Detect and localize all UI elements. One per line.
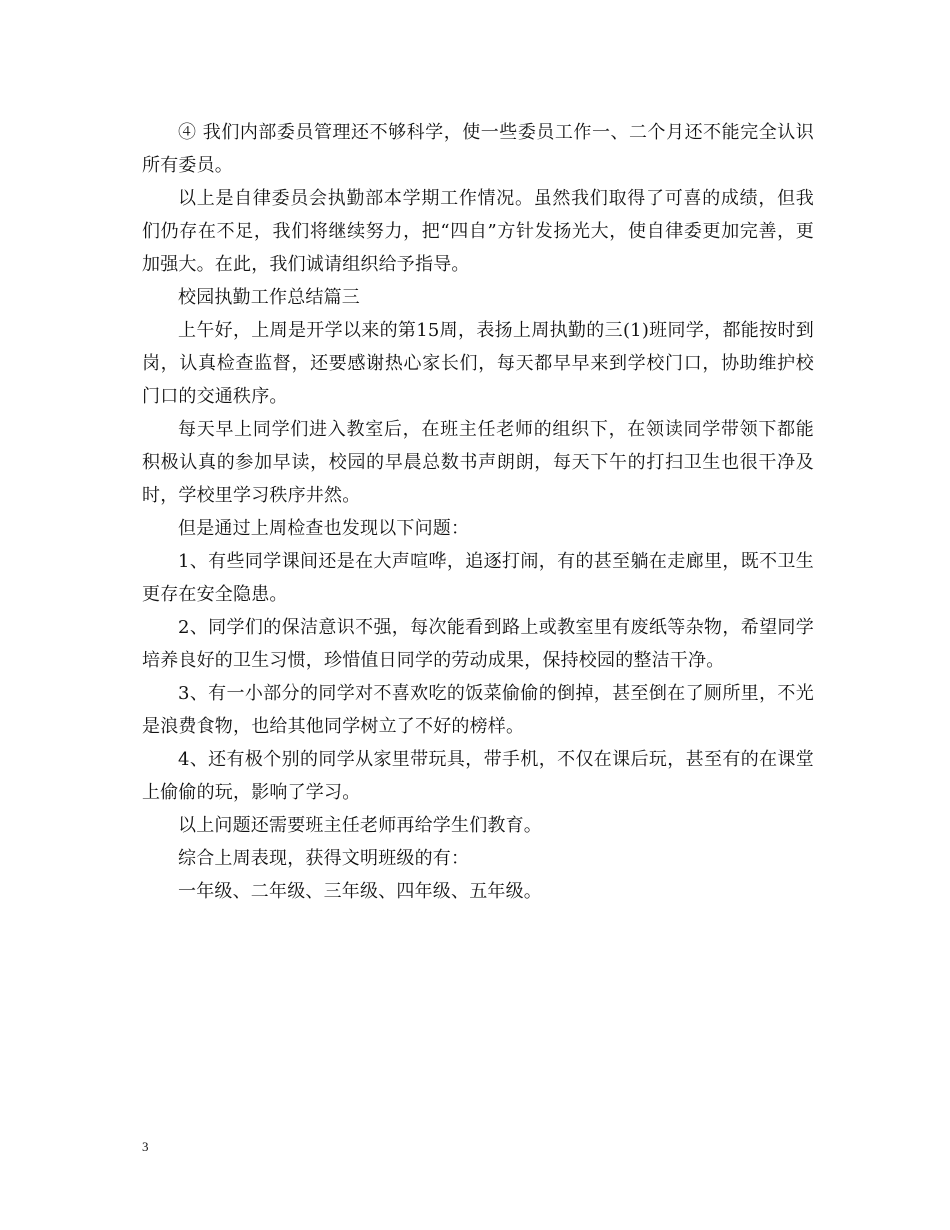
paragraph-committee-management: ④ 我们内部委员管理还不够科学，使一些委员工作一、二个月还不能完全认识所有委员。 bbox=[142, 122, 814, 176]
paragraph-issues-intro: 但是通过上周检查也发现以下问题： bbox=[178, 518, 470, 539]
list-item-issue-2: 2、同学们的保洁意识不强，每次能看到路上或教室里有废纸等杂物，希望同学培养良好的卫生习惯，珍惜值日同学的劳动成果，保持校园的整洁干净。 bbox=[142, 617, 814, 671]
paragraph-teacher-education: 以上问题还需要班主任老师再给学生们教育。 bbox=[178, 815, 542, 836]
document-body bbox=[142, 116, 814, 908]
paragraph-weekly-praise: 上午好，上周是开学以来的第15周，表扬上周执勤的三(1)班同学，都能按时到岗，认真检查监督，还要感谢热心家长们，每天都早早来到学校门口，协助维护校门口的交通秩序。 bbox=[142, 320, 814, 407]
list-item-issue-4: 4、还有极个别的同学从家里带玩具，带手机，不仅在课后玩，甚至有的在课堂上偷偷的玩，影响了学习。 bbox=[142, 749, 814, 803]
paragraph-civilized-class-list: 一年级、二年级、三年级、四年级、五年级。 bbox=[178, 881, 542, 902]
section-heading: 校园执勤工作总结篇三 bbox=[178, 287, 360, 308]
paragraph-civilized-class-intro: 综合上周表现，获得文明班级的有： bbox=[178, 848, 470, 869]
list-item-issue-3: 3、有一小部分的同学对不喜欢吃的饭菜偷偷的倒掉，甚至倒在了厕所里，不光是浪费食物，也给其他同学树立了不好的榜样。 bbox=[142, 683, 814, 737]
list-item-issue-1: 1、有些同学课间还是在大声喧哗，追逐打闹，有的甚至躺在走廊里，既不卫生更存在安全隐患。 bbox=[142, 551, 814, 605]
paragraph-morning-reading: 每天早上同学们进入教室后，在班主任老师的组织下，在领读同学带领下都能积极认真的参加早读，校园的早晨总数书声朗朗，每天下午的打扫卫生也很干净及时，学校里学习秩序井然。 bbox=[142, 419, 814, 506]
page-number: 3 bbox=[142, 1139, 149, 1154]
paragraph-semester-summary: 以上是自律委员会执勤部本学期工作情况。虽然我们取得了可喜的成绩，但我们仍存在不足，我们将继续努力，把“四自”方针发扬光大，使自律委更加完善，更加强大。在此，我们诚请组织给予指导。 bbox=[142, 188, 814, 275]
